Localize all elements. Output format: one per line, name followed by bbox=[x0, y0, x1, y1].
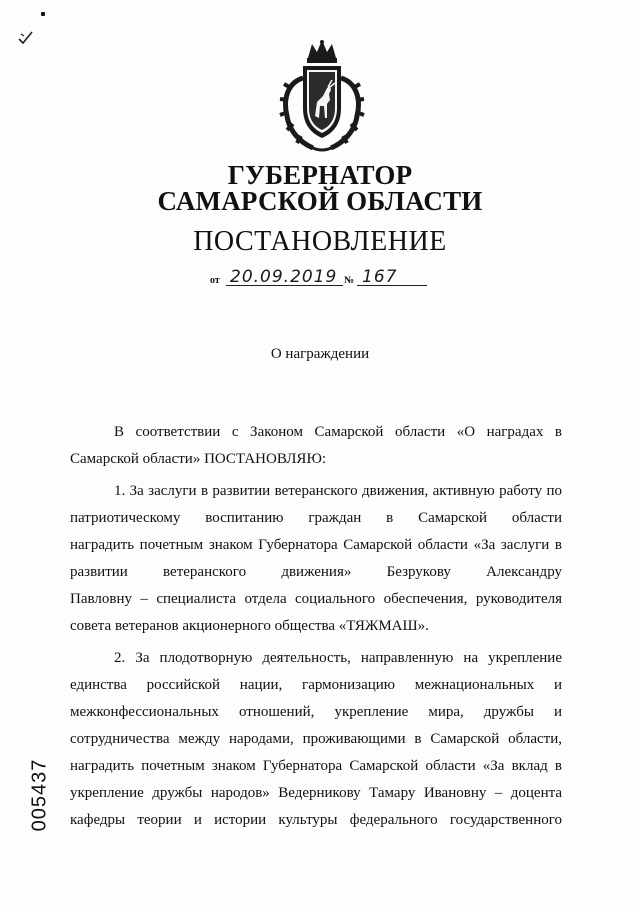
scan-dot-mark bbox=[41, 12, 45, 16]
number-value: 167 bbox=[362, 267, 398, 287]
date-number-line bbox=[210, 264, 440, 290]
document-subject: О награждении bbox=[270, 346, 370, 362]
number-label: № bbox=[344, 275, 355, 286]
body-line: Павловну – специалиста отдела социального обеспечения, руководителя bbox=[70, 591, 562, 607]
coat-of-arms-icon bbox=[273, 38, 371, 154]
body-line: единства российской нации, гармонизацию межнациональных и bbox=[70, 677, 562, 693]
body-line: совета ветеранов акционерного общества «ТЯЖМАШ». bbox=[70, 618, 429, 634]
body-line: В соответствии с Законом Самарской области «О наградах в bbox=[114, 424, 562, 440]
body-line: укрепление дружбы народов» Ведерникову Тамару Ивановну – доцента bbox=[70, 785, 562, 801]
body-line: сотрудничества между народами, проживающими в Самарской области, bbox=[70, 731, 562, 747]
document-type: ПОСТАНОВЛЕНИЕ bbox=[193, 226, 447, 257]
body-line: кафедры теории и истории культуры федерального государственного bbox=[70, 812, 562, 828]
body-line: развитии ветеранского движения» Безрукову Александру bbox=[70, 564, 562, 580]
body-line: наградить почетным знаком Губернатора Самарской области «За вклад в bbox=[70, 758, 562, 774]
body-line: наградить почетным знаком Губернатора Самарской области «За заслуги в bbox=[70, 537, 562, 553]
org-title-line2: САМАРСКОЙ ОБЛАСТИ bbox=[157, 186, 483, 216]
body-line: патриотическому воспитанию граждан в Самарской области bbox=[70, 510, 562, 526]
document-body bbox=[70, 419, 562, 834]
side-number-text: 005437 bbox=[28, 758, 51, 832]
body-line: 1. За заслуги в развитии ветеранского движения, активную работу по bbox=[114, 483, 562, 499]
body-line: 2. За плодотворную деятельность, направленную на укрепление bbox=[114, 650, 562, 666]
body-line: Самарской области» ПОСТАНОВЛЯЮ: bbox=[70, 451, 327, 467]
handwritten-tick-mark bbox=[17, 30, 35, 46]
org-title-line1: ГУБЕРНАТОР bbox=[227, 160, 413, 190]
side-registration-number bbox=[10, 735, 70, 855]
date-label: от bbox=[210, 275, 220, 286]
body-line: межконфессиональных отношений, укрепление мира, дружбы и bbox=[70, 704, 562, 720]
date-value: 20.09.2019 bbox=[230, 267, 338, 287]
